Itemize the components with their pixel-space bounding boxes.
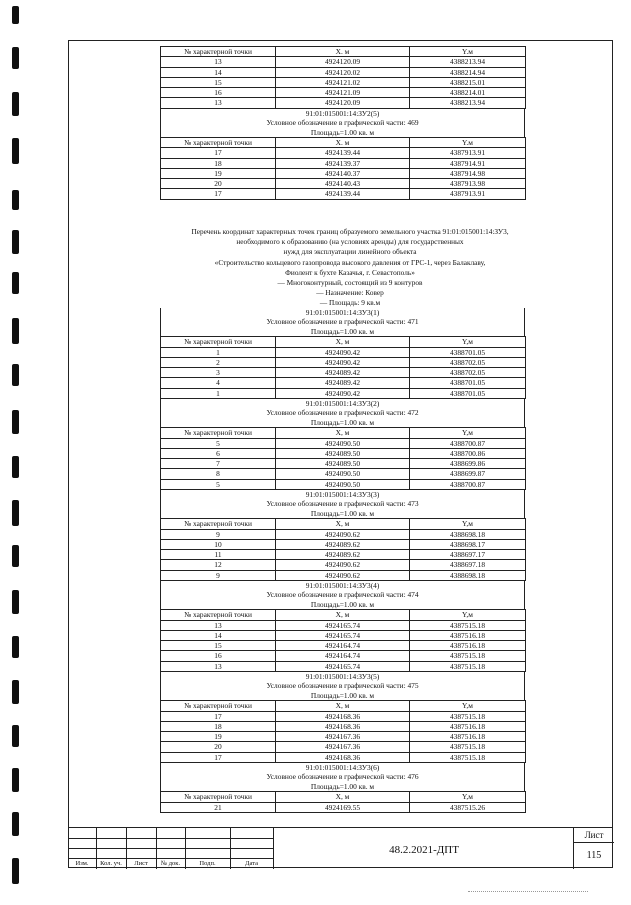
- stamp-label: Изм.: [75, 860, 89, 867]
- table-header-row: [161, 519, 526, 529]
- section-header: [160, 490, 525, 518]
- x-cell: 4924089.42: [276, 368, 410, 378]
- point-cell: 19: [161, 168, 276, 178]
- y-cell: 4387515.26: [410, 802, 526, 812]
- table-row: [161, 752, 526, 762]
- col-x-header: X, м: [276, 701, 410, 711]
- area: Площадь=1.00 кв. м: [310, 690, 375, 700]
- coord-table-zu2-5: [160, 137, 526, 200]
- area: Площадь=1.00 кв. м: [310, 417, 375, 427]
- x-cell: 4924089.42: [276, 378, 410, 388]
- zu3-sections: [160, 308, 525, 813]
- cadastre-number: 91:01:015001:14:ЗУ3(3): [305, 490, 380, 499]
- section-header: [160, 581, 525, 609]
- point-cell: 14: [161, 67, 276, 77]
- table-row: [161, 630, 526, 640]
- table-row: [161, 158, 526, 168]
- sheet-cell: [573, 828, 613, 869]
- col-y-header: Y,м: [410, 610, 526, 620]
- col-point-header: № характерной точки: [161, 519, 276, 529]
- table-row: [161, 479, 526, 489]
- y-cell: 4388700.87: [410, 438, 526, 448]
- y-cell: 4387515.18: [410, 661, 526, 671]
- coord-table: [160, 518, 526, 581]
- col-point-header: № характерной точки: [161, 47, 276, 57]
- table-row: [161, 570, 526, 580]
- table-row: [161, 67, 526, 77]
- table-row: [161, 802, 526, 812]
- x-cell: 4924089.62: [276, 550, 410, 560]
- point-cell: 21: [161, 802, 276, 812]
- coord-table: [160, 609, 526, 672]
- x-cell: 4924168.36: [276, 721, 410, 731]
- y-cell: 4388700.86: [410, 448, 526, 458]
- x-cell: 4924120.09: [276, 57, 410, 67]
- col-x-header: X. м: [276, 138, 410, 148]
- y-cell: 4387913.91: [410, 189, 526, 199]
- table-body: [161, 347, 526, 398]
- y-cell: 4387913.98: [410, 179, 526, 189]
- point-cell: 17: [161, 148, 276, 158]
- stamp-label: Подп.: [199, 860, 216, 867]
- table-row: [161, 539, 526, 549]
- table-row: [161, 742, 526, 752]
- x-cell: 4924090.50: [276, 438, 410, 448]
- intro-line: Фиолент к бухте Казачья, г. Севастополь»: [285, 267, 415, 277]
- y-cell: 4387516.18: [410, 641, 526, 651]
- y-cell: 4388701.05: [410, 378, 526, 388]
- section-header: [160, 763, 525, 791]
- x-cell: 4924121.09: [276, 88, 410, 98]
- designation: Условное обозначение в графической части: 476: [266, 772, 419, 782]
- intro-paragraph: [170, 227, 530, 309]
- x-cell: 4924139.44: [276, 148, 410, 158]
- point-cell: 1: [161, 347, 276, 357]
- point-cell: 8: [161, 469, 276, 479]
- cadastre-number: 91:01:015001:14:ЗУ3(6): [305, 763, 380, 772]
- x-cell: 4924165.74: [276, 620, 410, 630]
- point-cell: 14: [161, 630, 276, 640]
- col-y-header: Y.м: [410, 138, 526, 148]
- table-row: [161, 459, 526, 469]
- point-cell: 4: [161, 378, 276, 388]
- table-row: [161, 711, 526, 721]
- y-cell: 4388698.18: [410, 570, 526, 580]
- x-cell: 4924090.42: [276, 388, 410, 398]
- table-body: [161, 438, 526, 489]
- point-cell: 20: [161, 742, 276, 752]
- table-row: [161, 438, 526, 448]
- point-cell: 18: [161, 158, 276, 168]
- point-cell: 16: [161, 651, 276, 661]
- section-header: [160, 672, 525, 700]
- col-point-header: № характерной точки: [161, 428, 276, 438]
- y-cell: 4388701.05: [410, 388, 526, 398]
- coord-table: [160, 336, 526, 399]
- x-cell: 4924167.36: [276, 742, 410, 752]
- document-code: 48.2.2021-ДПТ: [389, 844, 459, 856]
- x-cell: 4924168.36: [276, 752, 410, 762]
- table-header-row: [161, 610, 526, 620]
- x-cell: 4924140.37: [276, 168, 410, 178]
- point-cell: 2: [161, 357, 276, 367]
- y-cell: 4388698.18: [410, 529, 526, 539]
- y-cell: 4388214.01: [410, 88, 526, 98]
- table-header-row: [161, 337, 526, 347]
- zu2-5-table-body: [161, 148, 526, 199]
- intro-line: — Назначение: Ковер: [316, 288, 384, 298]
- cadastre-number: 91:01:015001:14:ЗУ3(4): [305, 581, 380, 590]
- table-row: [161, 529, 526, 539]
- top-tables: [160, 46, 525, 200]
- y-cell: 4388700.87: [410, 479, 526, 489]
- col-y-header: Y,м: [410, 792, 526, 802]
- table-row: [161, 620, 526, 630]
- point-cell: 12: [161, 560, 276, 570]
- y-cell: 4387914.91: [410, 158, 526, 168]
- point-cell: 5: [161, 438, 276, 448]
- point-cell: 1: [161, 388, 276, 398]
- table-row: [161, 148, 526, 158]
- table-row: [161, 641, 526, 651]
- intro-line: необходимого к образованию (на условиях аренды) для государственных: [236, 237, 464, 247]
- y-cell: 4388701.05: [410, 347, 526, 357]
- point-cell: 13: [161, 620, 276, 630]
- area: Площадь=1.00 кв. м: [310, 326, 375, 336]
- x-cell: 4924165.74: [276, 661, 410, 671]
- sheet-label: Лист: [584, 830, 604, 840]
- table-header-row: [161, 138, 526, 148]
- area: Площадь=1.00 кв. м: [310, 599, 375, 609]
- table-row: [161, 88, 526, 98]
- stamp-label: № док.: [160, 860, 181, 867]
- table-header-row: [161, 792, 526, 802]
- y-cell: 4387515.18: [410, 651, 526, 661]
- x-cell: 4924090.62: [276, 560, 410, 570]
- area: Площадь=1.00 кв. м: [310, 127, 375, 137]
- table-header-row: [161, 701, 526, 711]
- coord-table: [160, 700, 526, 763]
- point-cell: 15: [161, 641, 276, 651]
- table-row: [161, 661, 526, 671]
- x-cell: 4924168.36: [276, 711, 410, 721]
- designation: Условное обозначение в графической части: 471: [266, 317, 419, 327]
- col-point-header: № характерной точки: [161, 701, 276, 711]
- col-point-header: № характерной точки: [161, 337, 276, 347]
- table-body: [161, 529, 526, 580]
- designation: Условное обозначение в графической части: 469: [266, 118, 419, 128]
- title-block: [68, 827, 613, 869]
- table-row: [161, 77, 526, 87]
- table-body: [161, 711, 526, 762]
- table-body: [161, 620, 526, 671]
- table-row: [161, 168, 526, 178]
- y-cell: 4387516.18: [410, 732, 526, 742]
- x-cell: 4924120.02: [276, 67, 410, 77]
- section-header: [160, 308, 525, 336]
- x-cell: 4924089.50: [276, 448, 410, 458]
- table-header-row: [161, 428, 526, 438]
- stamp-label: Дата: [245, 860, 258, 867]
- table-row: [161, 448, 526, 458]
- point-cell: 17: [161, 189, 276, 199]
- col-point-header: № характерной точки: [161, 792, 276, 802]
- x-cell: 4924090.50: [276, 469, 410, 479]
- x-cell: 4924167.36: [276, 732, 410, 742]
- point-cell: 5: [161, 479, 276, 489]
- col-point-header: № характерной точки: [161, 138, 276, 148]
- x-cell: 4924090.62: [276, 529, 410, 539]
- point-cell: 10: [161, 539, 276, 549]
- y-cell: 4387516.18: [410, 630, 526, 640]
- col-y-header: Y,м: [410, 428, 526, 438]
- revision-grid: [68, 828, 273, 869]
- col-x-header: X, м: [276, 337, 410, 347]
- x-cell: 4924120.09: [276, 98, 410, 108]
- coord-table-zu2-4: [160, 46, 526, 109]
- y-cell: 4387515.18: [410, 752, 526, 762]
- intro-line: «Строительство кольцевого газопровода высокого давления от ГРС-1, через Балаклаву,: [214, 257, 486, 267]
- table-body: [161, 802, 526, 812]
- col-y-header: Y,м: [410, 701, 526, 711]
- point-cell: 11: [161, 550, 276, 560]
- intro-line: — Многоконтурный, состоящий из 9 контуров: [277, 278, 423, 288]
- binder-marks: [12, 0, 20, 905]
- y-cell: 4388213.94: [410, 98, 526, 108]
- point-cell: 18: [161, 721, 276, 731]
- point-cell: 17: [161, 752, 276, 762]
- y-cell: 4388697.18: [410, 560, 526, 570]
- x-cell: 4924090.42: [276, 357, 410, 367]
- x-cell: 4924139.37: [276, 158, 410, 168]
- y-cell: 4387914.98: [410, 168, 526, 178]
- point-cell: 6: [161, 448, 276, 458]
- point-cell: 13: [161, 57, 276, 67]
- y-cell: 4388699.87: [410, 469, 526, 479]
- x-cell: 4924090.42: [276, 347, 410, 357]
- point-cell: 13: [161, 661, 276, 671]
- y-cell: 4388697.17: [410, 550, 526, 560]
- x-cell: 4924121.02: [276, 77, 410, 87]
- stamp-label: Лист: [134, 860, 148, 867]
- col-x-header: X, м: [276, 610, 410, 620]
- x-cell: 4924164.74: [276, 651, 410, 661]
- cadastre-number: 91:01:015001:14:ЗУ3(5): [305, 672, 380, 681]
- table-row: [161, 98, 526, 108]
- x-cell: 4924140.43: [276, 179, 410, 189]
- table-row: [161, 560, 526, 570]
- designation: Условное обозначение в графической части: 475: [266, 681, 419, 691]
- point-cell: 7: [161, 459, 276, 469]
- y-cell: 4387516.18: [410, 721, 526, 731]
- table-row: [161, 469, 526, 479]
- table-row: [161, 57, 526, 67]
- table-row: [161, 368, 526, 378]
- intro-line: — Площадь: 9 кв.м: [319, 298, 381, 308]
- x-cell: 4924089.50: [276, 459, 410, 469]
- x-cell: 4924169.55: [276, 802, 410, 812]
- col-x-header: X, м: [276, 428, 410, 438]
- y-cell: 4388215.01: [410, 77, 526, 87]
- intro-line: Перечень координат характерных точек границ образуемого земельного участка 91:01:015001:14:ЗУ3,: [191, 227, 509, 236]
- table-row: [161, 651, 526, 661]
- point-cell: 9: [161, 529, 276, 539]
- point-cell: 19: [161, 732, 276, 742]
- cadastre-number: 91:01:015001:14:ЗУ3(2): [305, 399, 380, 408]
- table-row: [161, 179, 526, 189]
- x-cell: 4924139.44: [276, 189, 410, 199]
- col-y-header: Y,м: [410, 337, 526, 347]
- col-y-header: Y.м: [410, 47, 526, 57]
- cadastre-number: 91:01:015001:14:ЗУ2(5): [305, 108, 380, 118]
- point-cell: 16: [161, 88, 276, 98]
- col-x-header: X. м: [276, 47, 410, 57]
- coord-table: [160, 791, 526, 813]
- x-cell: 4924164.74: [276, 641, 410, 651]
- x-cell: 4924089.62: [276, 539, 410, 549]
- col-x-header: X, м: [276, 519, 410, 529]
- y-cell: 4387515.18: [410, 711, 526, 721]
- area: Площадь=1.00 кв. м: [310, 781, 375, 791]
- col-x-header: X, м: [276, 792, 410, 802]
- table-row: [161, 347, 526, 357]
- scan-artifact: [468, 891, 588, 893]
- table-header-row: [161, 47, 526, 57]
- point-cell: 9: [161, 570, 276, 580]
- table-row: [161, 721, 526, 731]
- y-cell: 4388213.94: [410, 57, 526, 67]
- point-cell: 13: [161, 98, 276, 108]
- designation: Условное обозначение в графической части: 473: [266, 499, 419, 509]
- y-cell: 4388699.86: [410, 459, 526, 469]
- table-row: [161, 378, 526, 388]
- x-cell: 4924165.74: [276, 630, 410, 640]
- area: Площадь=1.00 кв. м: [310, 508, 375, 518]
- table-row: [161, 388, 526, 398]
- sheet-number: 115: [586, 850, 602, 861]
- y-cell: 4388702.05: [410, 368, 526, 378]
- table-row: [161, 357, 526, 367]
- intro-line: нужд для эксплуатации линейного объекта: [283, 247, 417, 257]
- point-cell: 17: [161, 711, 276, 721]
- x-cell: 4924090.50: [276, 479, 410, 489]
- section-header-zu2-5: [160, 109, 525, 137]
- table-row: [161, 189, 526, 199]
- cadastre-number: 91:01:015001:14:ЗУ3(1): [305, 308, 380, 317]
- point-cell: 3: [161, 368, 276, 378]
- x-cell: 4924090.62: [276, 570, 410, 580]
- designation: Условное обозначение в графической части: 474: [266, 590, 419, 600]
- point-cell: 20: [161, 179, 276, 189]
- designation: Условное обозначение в графической части: 472: [266, 408, 419, 418]
- y-cell: 4388214.94: [410, 67, 526, 77]
- col-point-header: № характерной точки: [161, 610, 276, 620]
- top-table-body: [161, 57, 526, 108]
- col-y-header: Y,м: [410, 519, 526, 529]
- point-cell: 15: [161, 77, 276, 87]
- y-cell: 4387515.18: [410, 620, 526, 630]
- y-cell: 4388702.05: [410, 357, 526, 367]
- coord-table: [160, 427, 526, 490]
- y-cell: 4387515.18: [410, 742, 526, 752]
- section-header: [160, 399, 525, 427]
- table-row: [161, 550, 526, 560]
- table-row: [161, 732, 526, 742]
- y-cell: 4387913.91: [410, 148, 526, 158]
- y-cell: 4388698.17: [410, 539, 526, 549]
- stamp-label: Кол. уч.: [100, 860, 122, 867]
